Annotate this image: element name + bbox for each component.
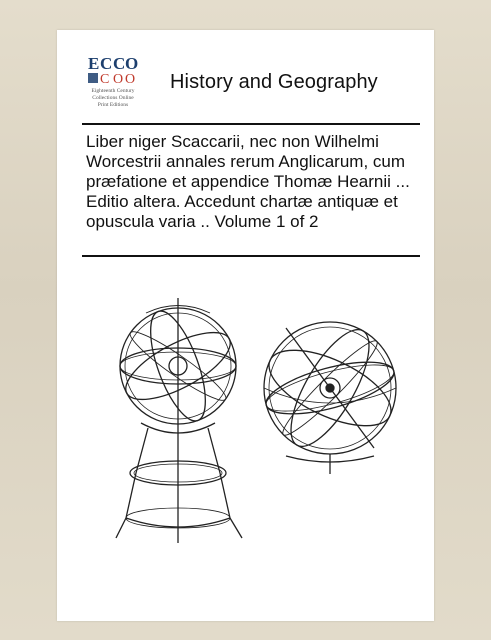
cover-header — [57, 30, 434, 122]
svg-text:C: C — [100, 72, 110, 86]
svg-text:O: O — [125, 54, 139, 73]
ecco-logo-icon — [87, 52, 139, 86]
logo-line-2: Collections Online — [92, 95, 134, 101]
book-cover — [57, 30, 434, 621]
svg-text:E: E — [88, 54, 100, 73]
svg-text:C: C — [113, 54, 126, 73]
svg-text:O: O — [113, 72, 124, 86]
armillary-sphere-globe — [258, 319, 401, 474]
title-rule-bottom — [82, 255, 420, 257]
svg-text:C: C — [100, 54, 113, 73]
ecco-logo-caption — [81, 88, 145, 109]
category-label: History and Geography — [170, 71, 378, 93]
ecco-logo — [81, 52, 145, 116]
armillary-sphere-on-stand — [116, 298, 242, 543]
logo-line-3: Print Editions — [97, 102, 129, 108]
cover-illustration — [86, 268, 420, 598]
svg-text:O: O — [125, 72, 136, 86]
logo-line-1: Eighteenth Century — [91, 88, 135, 94]
armillary-spheres-illustration — [86, 268, 420, 598]
book-title: Liber niger Scaccarii, nec non Wilhelmi Worcestrii annales rerum Anglicarum, cum præfatione et appendice Thomæ Hearnii ... Editio altera. Accedunt chartæ antiquæ et opuscula varia .. Volume 1 of 2 — [86, 132, 410, 231]
title-rule-top — [82, 123, 420, 125]
